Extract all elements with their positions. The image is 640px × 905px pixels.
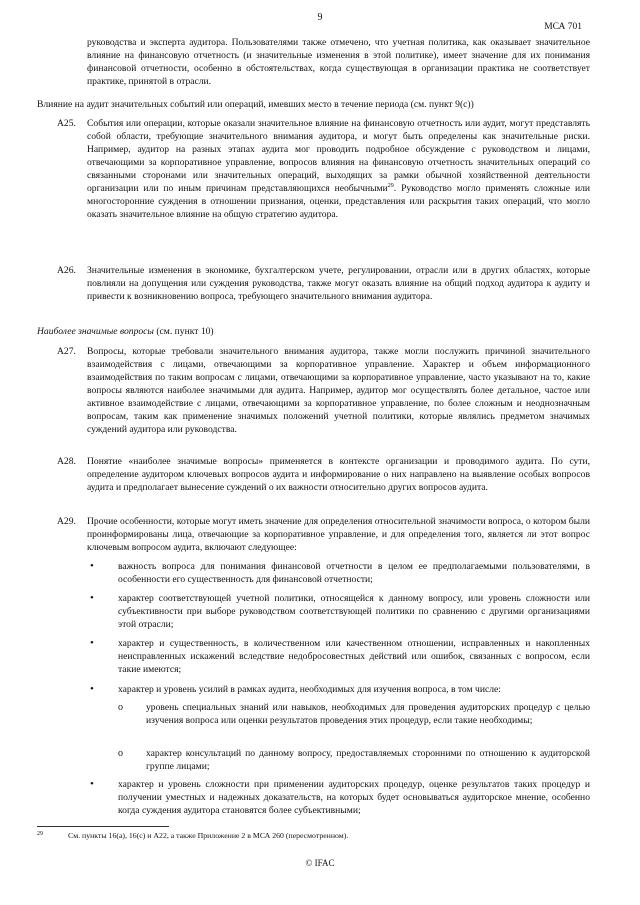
footer-copyright: © IFAC <box>305 858 335 868</box>
standard-code: МСА 701 <box>544 22 582 32</box>
paragraph-a25 <box>87 117 590 221</box>
paragraph-number-a28: A28. <box>57 456 76 467</box>
paragraph-number-a27: A27. <box>57 346 76 357</box>
a29-bullet-2: характер соответствующей учетной политики, относящейся к данному вопросу, или уровень сложности или субъективности при выборе руководством соответствующей политики по сравнению с другими организациями этой отрасли; <box>118 593 590 630</box>
bullet-marker: • <box>90 778 94 790</box>
footnote-divider <box>37 826 169 827</box>
section-heading-most-significant <box>37 325 597 338</box>
bullet-marker: • <box>90 592 94 604</box>
section-heading-events: Влияние на аудит значительных событий или операций, имевших место в течение периода (см. пункт 9(c)) <box>37 99 474 110</box>
paragraph-a26: Значительные изменения в экономике, бухгалтерском учете, регулировании, отрасли или в других областях, которые повлияли на допущения или суждения руководства, также могут оказать влияние на общий подход аудитора к аудиту и привести к возникновению вопроса, требующего значительного внимания аудитора. <box>87 265 590 302</box>
paragraph-a29: Прочие особенности, которые могут иметь значение для определения относительной значимости вопроса, о котором были проинформированы лица, отвечающие за корпоративное управление, и для определения того, является ли этот вопрос ключевым вопросом аудита, включают следующее: <box>87 516 590 553</box>
a29-bullet-1: важность вопроса для понимания финансовой отчетности в целом ее предполагаемыми пользователями, в особенности его существенность для финансовой отчетности; <box>118 561 590 585</box>
section-heading-italic: Наиболее значимые вопросы <box>37 326 154 337</box>
paragraph-a27: Вопросы, которые требовали значительного внимания аудитора, также могли послужить причиной значительного взаимодействия с лицами, отвечающими за корпоративное управление. Характер и объем информационного взаимодействия по таким вопросам с лицами, отвечающими за корпоративное управление, часто указывают на то, какие вопросы являются наиболее значимыми для аудита. Например, аудитор мог осуществлять более детальное, частое или активное взаимодействие с лицами, отвечающими за корпоративное управление, по более сложным и неоднозначным вопросам, таким как применение значимых положений учетной политики, которые являлись предметом значимых суждений аудитора или руководства. <box>87 346 590 435</box>
intro-paragraph: руководства и эксперта аудитора. Пользователями также отмечено, что учетная политика, как оказывает значительное влияние на финансовую отчетность (и значительные изменения в этой политике), имеет значение для их понимания финансовой отчетности, особенно в обстоятельствах, когда существующая в организации практика не соответствует практике, принятой в отрасли. <box>87 37 590 87</box>
paragraph-number-a29: A29. <box>57 516 76 527</box>
page-number: 9 <box>317 12 323 23</box>
sub-bullet-marker: o <box>118 748 123 759</box>
paragraph-a28: Понятие «наиболее значимые вопросы» применяется в контексте организации и проводимого аудита. По сути, определение аудитором ключевых вопросов аудита и информирование о них направлено на выявление особых вопросов аудита и предполагает вынесение суждений о их важности относительно других вопросов аудита. <box>87 456 590 493</box>
a29-sub-bullet-1: уровень специальных знаний или навыков, необходимых для проведения аудиторских процедур с целью изучения вопроса или оценки результатов проведения этих процедур, если такие необходимы; <box>146 702 590 726</box>
bullet-marker: • <box>90 637 94 649</box>
footnote-number: 29 <box>37 831 43 837</box>
section-heading-plain: (см. пункт 10) <box>153 326 214 337</box>
paragraph-number-a25: A25. <box>57 118 76 129</box>
paragraph-number-a26: A26. <box>57 265 76 276</box>
sub-bullet-marker: o <box>118 702 123 713</box>
footnote-ref-29[interactable]: 29 <box>387 182 394 189</box>
a29-bullet-4: характер и уровень усилий в рамках аудита, необходимых для изучения вопроса, в том числе: <box>118 684 501 695</box>
bullet-marker: • <box>90 683 94 695</box>
a29-bullet-5: характер и уровень сложности при применении аудиторских процедур, оценке результатов таких процедур и получении уместных и надежных доказательств, на которых будет основываться аудиторское мнение, особенно когда суждения аудитора становятся более субъективными; <box>118 779 590 816</box>
a25-text-before: События или операции, которые оказали значительное влияние на финансовую отчетность или аудит, могут представлять собой области, требующие значительного внимания аудитора, и могут быть определены как значительные риски. Например, аудитор на разных этапах аудита мог проводить подробное обсуждение с руководством и лицами, отвечающими за корпоративное управление, вопросов влияния на финансовую отчетность значительных операций со связанными сторонами или значительных операций, выходящих за рамки обычной хозяйственной деятельности организации или по иным причинам представляющихся необычными <box>87 118 590 194</box>
bullet-marker: • <box>90 560 94 572</box>
a29-bullet-3: характер и существенность, в количественном или качественном отношении, исправленных и накопленных неисправленных искажений вследствие недобросовестных действий или ошибок, связанных с вопросом, если такие имеются; <box>118 638 590 675</box>
a29-sub-bullet-2: характер консультаций по данному вопросу, предоставляемых сторонними по отношению к аудиторской группе лицами; <box>146 748 590 772</box>
a25-text-after: . Руководство могло применять сложные или многосторонние суждения в отношении признания, оценки, представления или раскрытия таких операций, что могло оказать значительное влияние на общую стратегию аудитора. <box>87 183 590 220</box>
footnote-text: См. пункты 16(a), 16(c) и A22, а также Приложение 2 в МСА 260 (пересмотренном). <box>68 831 349 840</box>
